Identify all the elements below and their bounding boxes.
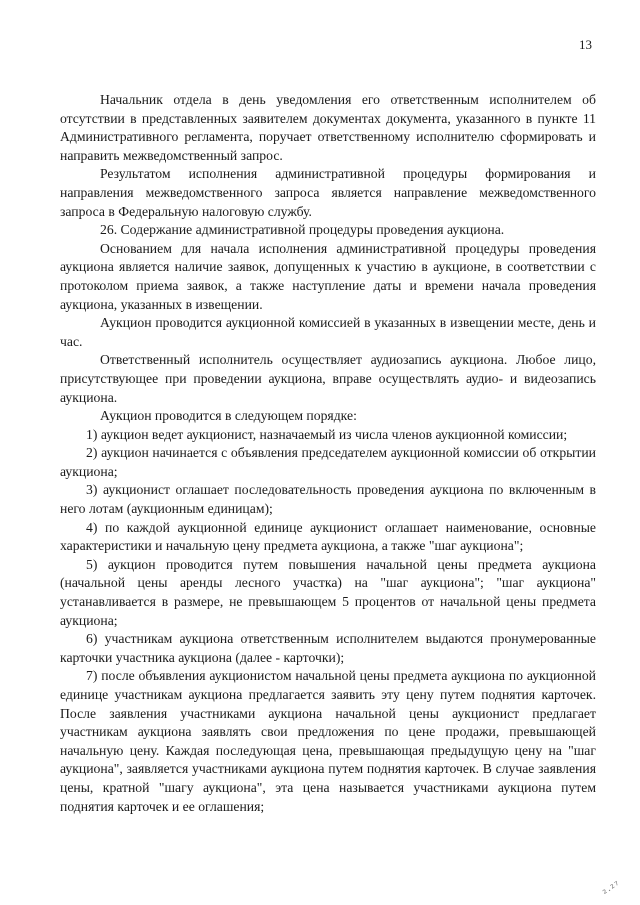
paragraph-commission: Аукцион проводится аукционной комиссией в указанных в извещении месте, день и час.: [60, 315, 596, 349]
page-number: 13: [579, 37, 592, 52]
list-item: 7) после объявления аукционистом начальной цены предмета аукциона по аукционной единице участникам аукциона предлагается заявить эту цену путем поднятия карточек. После заявления участниками аукциона начальной цены аукционист предлагает участникам аукциона заявлять свои предложения по цене продажи, превышающей начальную цену. Каждая последующая цена, превышающая предыдущую цену на "шаг аукциона", заявляется участниками аукциона путем поднятия карточек. В случае заявления цены, кратной "шагу аукциона", эта цена называется участниками аукциона путем поднятия карточек и ее оглашения;: [60, 668, 596, 814]
paragraph-order-intro: Аукцион проводится в следующем порядке:: [100, 408, 357, 424]
list-item: 5) аукцион проводится путем повышения начальной цены предмета аукциона (начальной цены аренды лесного участка) на "шаг аукциона"; "шаг аукциона" устанавливается в размере, не превышающем 5 процентов от начальной цены предмета аукциона;: [60, 556, 596, 628]
list-item: 6) участникам аукциона ответственным исполнителем выдаются пронумерованные карточки участника аукциона (далее - карточки);: [60, 631, 596, 665]
list-item: 1) аукцион ведет аукционист, назначаемый из числа членов аукционной комиссии;: [86, 426, 568, 442]
paragraph-basis: Основанием для начала исполнения административной процедуры проведения аукциона является наличие заявок, допущенных к участию в аукционе, в соответствии с протоколом приема заявок, а также наступление даты и времени начала проведения аукциона, указанных в извещении.: [60, 240, 596, 312]
list-item: 4) по каждой аукционной единице аукционист оглашает наименование, основные характеристики и начальную цену предмета аукциона, а также "шаг аукциона";: [60, 519, 596, 554]
handwritten-mark: ²·²⁷: [601, 879, 624, 900]
section-heading-26: 26. Содержание административной процедуры проведения аукциона.: [100, 222, 505, 238]
list-item: 2) аукцион начинается с объявления председателем аукционной комиссии об открытии аукциона;: [60, 445, 596, 479]
document-body: [60, 91, 596, 816]
paragraph-notification: Начальник отдела в день уведомления его ответственным исполнителем об отсутствии в представленных заявителем документах документа, указанного в пункте 11 Административного регламента, поручает ответственному исполнителю сформировать и направить межведомственный запрос.: [60, 92, 596, 163]
paragraph-result: Результатом исполнения административной процедуры формирования и направления межведомственного запроса является направление межведомственного запроса в Федеральную налоговую службу.: [60, 166, 596, 219]
paragraph-audio-recording: Ответственный исполнитель осуществляет аудиозапись аукциона. Любое лицо, присутствующее при проведении аукциона, вправе осуществлять аудио- и видеозапись аукциона.: [60, 352, 596, 405]
list-item: 3) аукционист оглашает последовательность проведения аукциона по включенным в него лотам (аукционным единицам);: [60, 482, 596, 517]
